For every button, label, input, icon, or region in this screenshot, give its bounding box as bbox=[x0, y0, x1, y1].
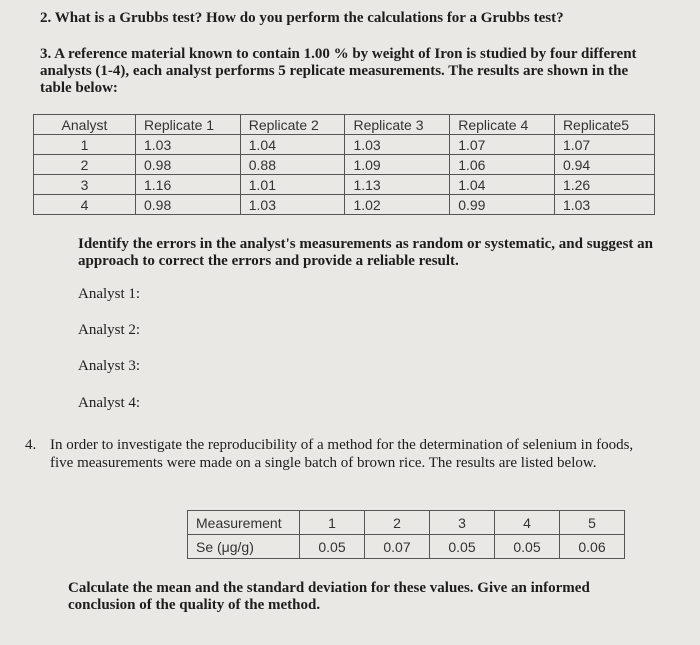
question-3-number: 3. bbox=[40, 46, 52, 62]
table-cell: 0.98 bbox=[136, 195, 241, 215]
identify-errors-prompt: Identify the errors in the analyst's measurements as random or systematic, and suggest an approach to correct the errors and provide a reliable result. bbox=[78, 236, 653, 269]
table-cell: 1.04 bbox=[450, 175, 555, 195]
table-cell: 1.13 bbox=[345, 175, 450, 195]
table-cell: 0.99 bbox=[450, 195, 555, 215]
header-row bbox=[34, 115, 655, 135]
header-row bbox=[188, 511, 625, 535]
column-header: Analyst bbox=[34, 115, 136, 135]
table-cell: 0.06 bbox=[560, 535, 625, 559]
table-cell: 0.94 bbox=[554, 155, 654, 175]
table-row bbox=[188, 535, 625, 559]
table-cell: 0.05 bbox=[300, 535, 365, 559]
table-cell: 1.01 bbox=[240, 175, 345, 195]
table-cell: 1.04 bbox=[240, 135, 345, 155]
column-header: 5 bbox=[560, 511, 625, 535]
table-cell: 1.16 bbox=[136, 175, 241, 195]
column-header: Replicate 3 bbox=[345, 115, 450, 135]
column-header: 1 bbox=[300, 511, 365, 535]
question-4-text: In order to investigate the reproducibility of a method for the determination of selenium in foods, five measurements were made on a single batch of brown rice. The results are listed below. bbox=[50, 437, 634, 471]
analyst-4-label: Analyst 4: bbox=[78, 395, 141, 411]
column-header: Replicate 2 bbox=[240, 115, 345, 135]
question-2: 2. What is a Grubbs test? How do you perform the calculations for a Grubbs test? bbox=[40, 10, 564, 26]
table-cell: 1 bbox=[34, 135, 136, 155]
column-header: 2 bbox=[365, 511, 430, 535]
selenium-results-table bbox=[187, 510, 625, 559]
analyst-3-label: Analyst 3: bbox=[78, 358, 141, 374]
table-cell: 4 bbox=[34, 195, 136, 215]
table-cell: 1.07 bbox=[554, 135, 654, 155]
column-header: 3 bbox=[430, 511, 495, 535]
table-cell: 1.03 bbox=[136, 135, 241, 155]
table-cell: 1.06 bbox=[450, 155, 555, 175]
table-cell: 3 bbox=[34, 175, 136, 195]
table-cell: 0.05 bbox=[495, 535, 560, 559]
analyst-2-label: Analyst 2: bbox=[78, 322, 141, 338]
column-header: 4 bbox=[495, 511, 560, 535]
table-cell: 2 bbox=[34, 155, 136, 175]
table-cell: 1.03 bbox=[554, 195, 654, 215]
table-row bbox=[34, 155, 655, 175]
analyst-1-label: Analyst 1: bbox=[78, 286, 141, 302]
table-cell: 1.07 bbox=[450, 135, 555, 155]
question-3-text: A reference material known to contain 1.00 % by weight of Iron is studied by four different analysts (1-4), each analyst performs 5 replicate measurements. The results are shown in the table below: bbox=[40, 46, 637, 96]
question-3 bbox=[40, 46, 650, 97]
table-row bbox=[34, 135, 655, 155]
table-cell: 0.05 bbox=[430, 535, 495, 559]
table-row bbox=[34, 195, 655, 215]
column-header: Replicate 4 bbox=[450, 115, 555, 135]
question-4 bbox=[25, 436, 645, 472]
table-cell: 1.26 bbox=[554, 175, 654, 195]
question-4-number: 4. bbox=[25, 437, 37, 453]
table-cell: 1.03 bbox=[345, 135, 450, 155]
table-cell: 1.03 bbox=[240, 195, 345, 215]
table-row bbox=[34, 175, 655, 195]
calculate-prompt: Calculate the mean and the standard deviation for these values. Give an informed conclusion of the quality of the method. bbox=[68, 580, 590, 613]
table-cell: 1.09 bbox=[345, 155, 450, 175]
table-cell: Se (μg/g) bbox=[188, 535, 300, 559]
column-header: Replicate5 bbox=[554, 115, 654, 135]
table-cell: 0.98 bbox=[136, 155, 241, 175]
column-header: Measurement bbox=[188, 511, 300, 535]
table-cell: 0.88 bbox=[240, 155, 345, 175]
column-header: Replicate 1 bbox=[136, 115, 241, 135]
iron-results-table bbox=[33, 114, 655, 215]
table-cell: 0.07 bbox=[365, 535, 430, 559]
table-cell: 1.02 bbox=[345, 195, 450, 215]
